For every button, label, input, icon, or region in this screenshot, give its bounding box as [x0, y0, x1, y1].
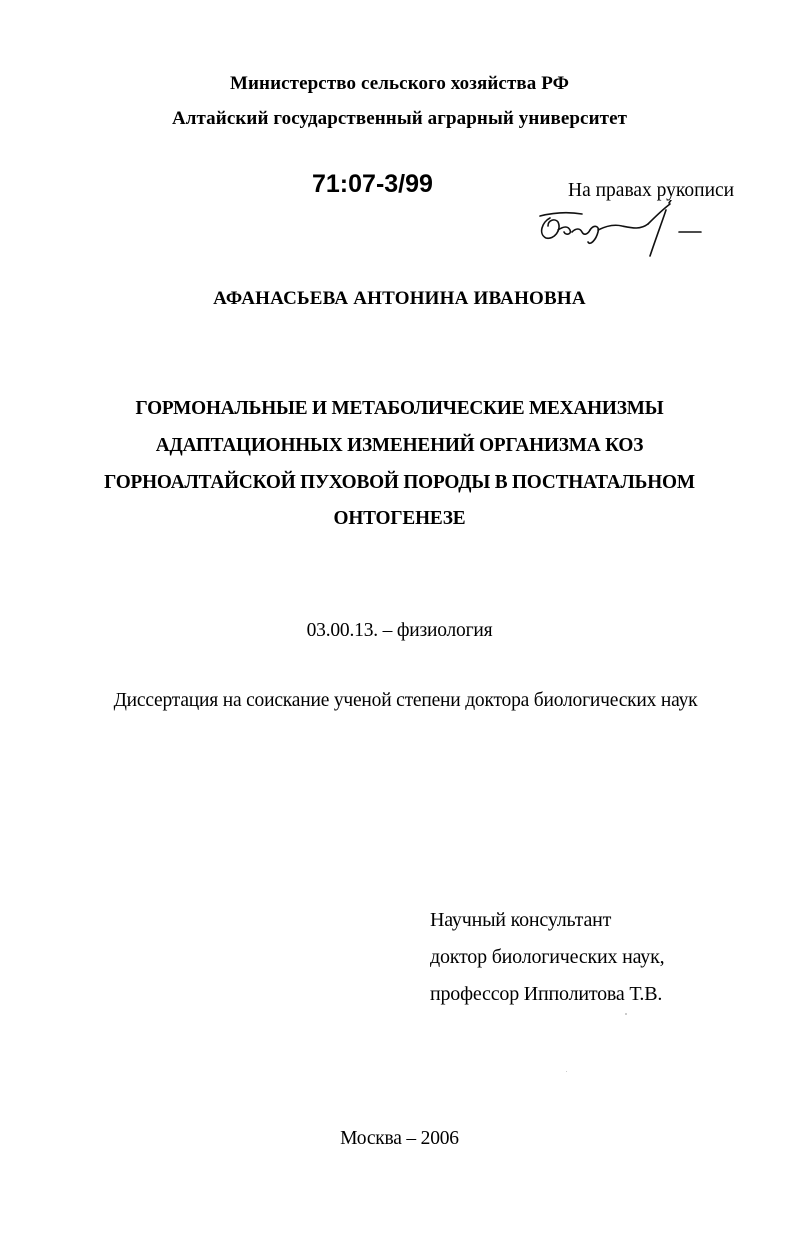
manuscript-rights-label: На правах рукописи — [568, 180, 735, 201]
consultant-degree: доктор биологических наук, — [430, 946, 665, 968]
title-line-4: ОНТОГЕНЕЗЕ — [333, 507, 466, 529]
university-name: Алтайский государственный аграрный университет — [171, 108, 628, 129]
city-year: Москва – 2006 — [340, 1128, 459, 1149]
scan-speck — [566, 1071, 567, 1072]
consultant-name: профессор Ипполитова Т.В. — [430, 983, 663, 1005]
title-line-3: ГОРНОАЛТАЙСКОЙ ПУХОВОЙ ПОРОДЫ В ПОСТНАТАЛЬНОМ — [104, 471, 695, 493]
title-line-1: ГОРМОНАЛЬНЫЕ И МЕТАБОЛИЧЕСКИЕ МЕХАНИЗМЫ — [135, 397, 664, 419]
title-line-2: АДАПТАЦИОННЫХ ИЗМЕНЕНИЙ ОРГАНИЗМА КОЗ — [155, 434, 644, 456]
consultant-role: Научный консультант — [430, 909, 612, 931]
degree-statement: Диссертация на соискание ученой степени доктора биологических наук — [113, 690, 698, 711]
specialty-code: 03.00.13. – физиология — [306, 620, 493, 641]
author-name: АФАНАСЬЕВА АНТОНИНА ИВАНОВНА — [213, 288, 586, 309]
signature-icon — [536, 200, 711, 262]
ministry-name: Министерство сельского хозяйства РФ — [229, 73, 570, 94]
scan-speck — [625, 1013, 627, 1015]
catalog-code: 71:07-3/99 — [312, 170, 433, 198]
